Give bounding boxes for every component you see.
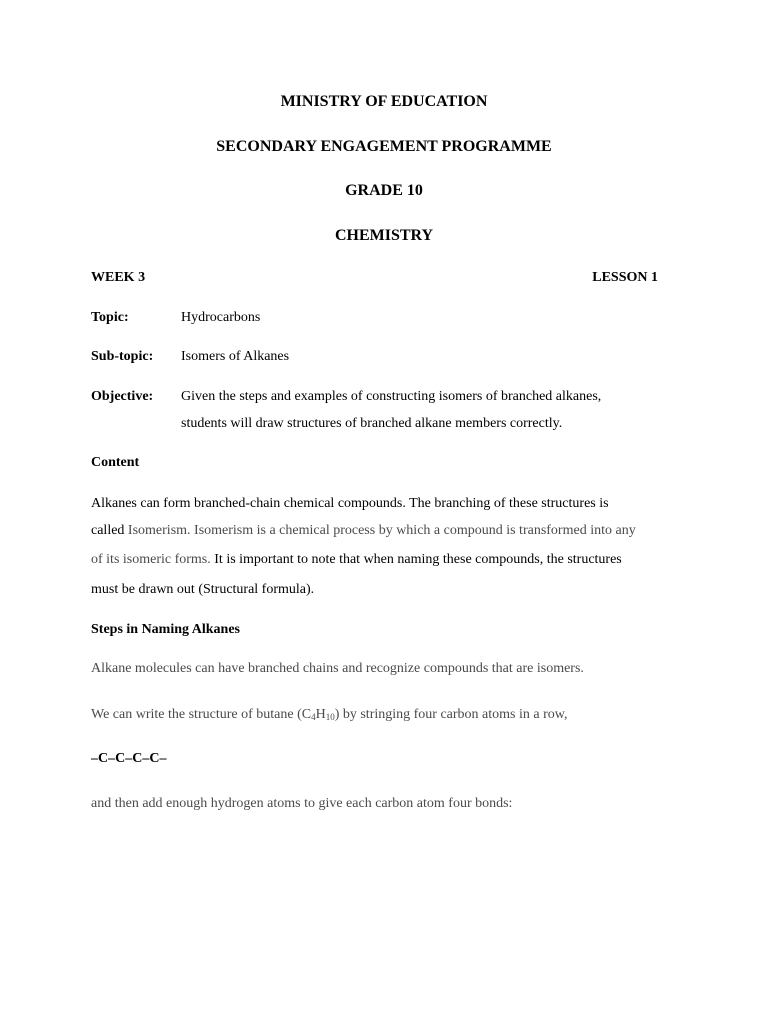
content-line-2a: called	[91, 523, 128, 538]
steps-line-1: Alkane molecules can have branched chains and recognize compounds that are isomers.	[91, 661, 584, 676]
content-line-2	[91, 523, 636, 539]
lesson-label: LESSON 1	[592, 270, 658, 285]
content-line-3	[91, 552, 622, 568]
subtopic-label: Sub-topic:	[91, 349, 154, 364]
ministry-heading: MINISTRY OF EDUCATION	[280, 93, 488, 110]
butane-text-post: ) by stringing four carbon atoms in a row,	[334, 707, 568, 722]
objective-line-2: students will draw structures of branched alkane members correctly.	[181, 416, 563, 431]
carbon-chain: –C–C–C–C–	[91, 751, 167, 766]
objective-line-1: Given the steps and examples of constructing isomers of branched alkanes,	[181, 389, 602, 404]
butane-text-pre: We can write the structure of butane (C	[91, 707, 312, 722]
subject-heading: CHEMISTRY	[334, 227, 434, 244]
grade-heading: GRADE 10	[345, 182, 423, 199]
steps-heading: Steps in Naming Alkanes	[91, 622, 240, 637]
topic-label: Topic:	[91, 310, 129, 325]
subtopic-value: Isomers of Alkanes	[181, 349, 290, 364]
content-line-2b: Isomerism. Isomerism is a chemical process by which a compound is transformed into any	[127, 523, 636, 538]
content-heading: Content	[91, 455, 140, 470]
butane-text-h: H	[315, 707, 326, 722]
week-label: WEEK 3	[91, 270, 146, 285]
content-line-3b: It is important to note that when naming these compounds, the structures	[210, 552, 622, 567]
content-line-1: Alkanes can form branched-chain chemical compounds. The branching of these structures is	[91, 496, 609, 511]
topic-value: Hydrocarbons	[181, 310, 261, 325]
steps-line-3: and then add enough hydrogen atoms to give each carbon atom four bonds:	[91, 796, 513, 811]
butane-sub-4: 4	[311, 712, 316, 722]
content-line-4: must be drawn out (Structural formula).	[91, 582, 315, 597]
programme-heading: SECONDARY ENGAGEMENT PROGRAMME	[216, 138, 552, 155]
steps-line-2	[91, 707, 567, 723]
objective-label: Objective:	[91, 389, 154, 404]
content-line-3a: of its isomeric forms.	[91, 552, 211, 567]
butane-sub-10: 10	[325, 712, 335, 722]
